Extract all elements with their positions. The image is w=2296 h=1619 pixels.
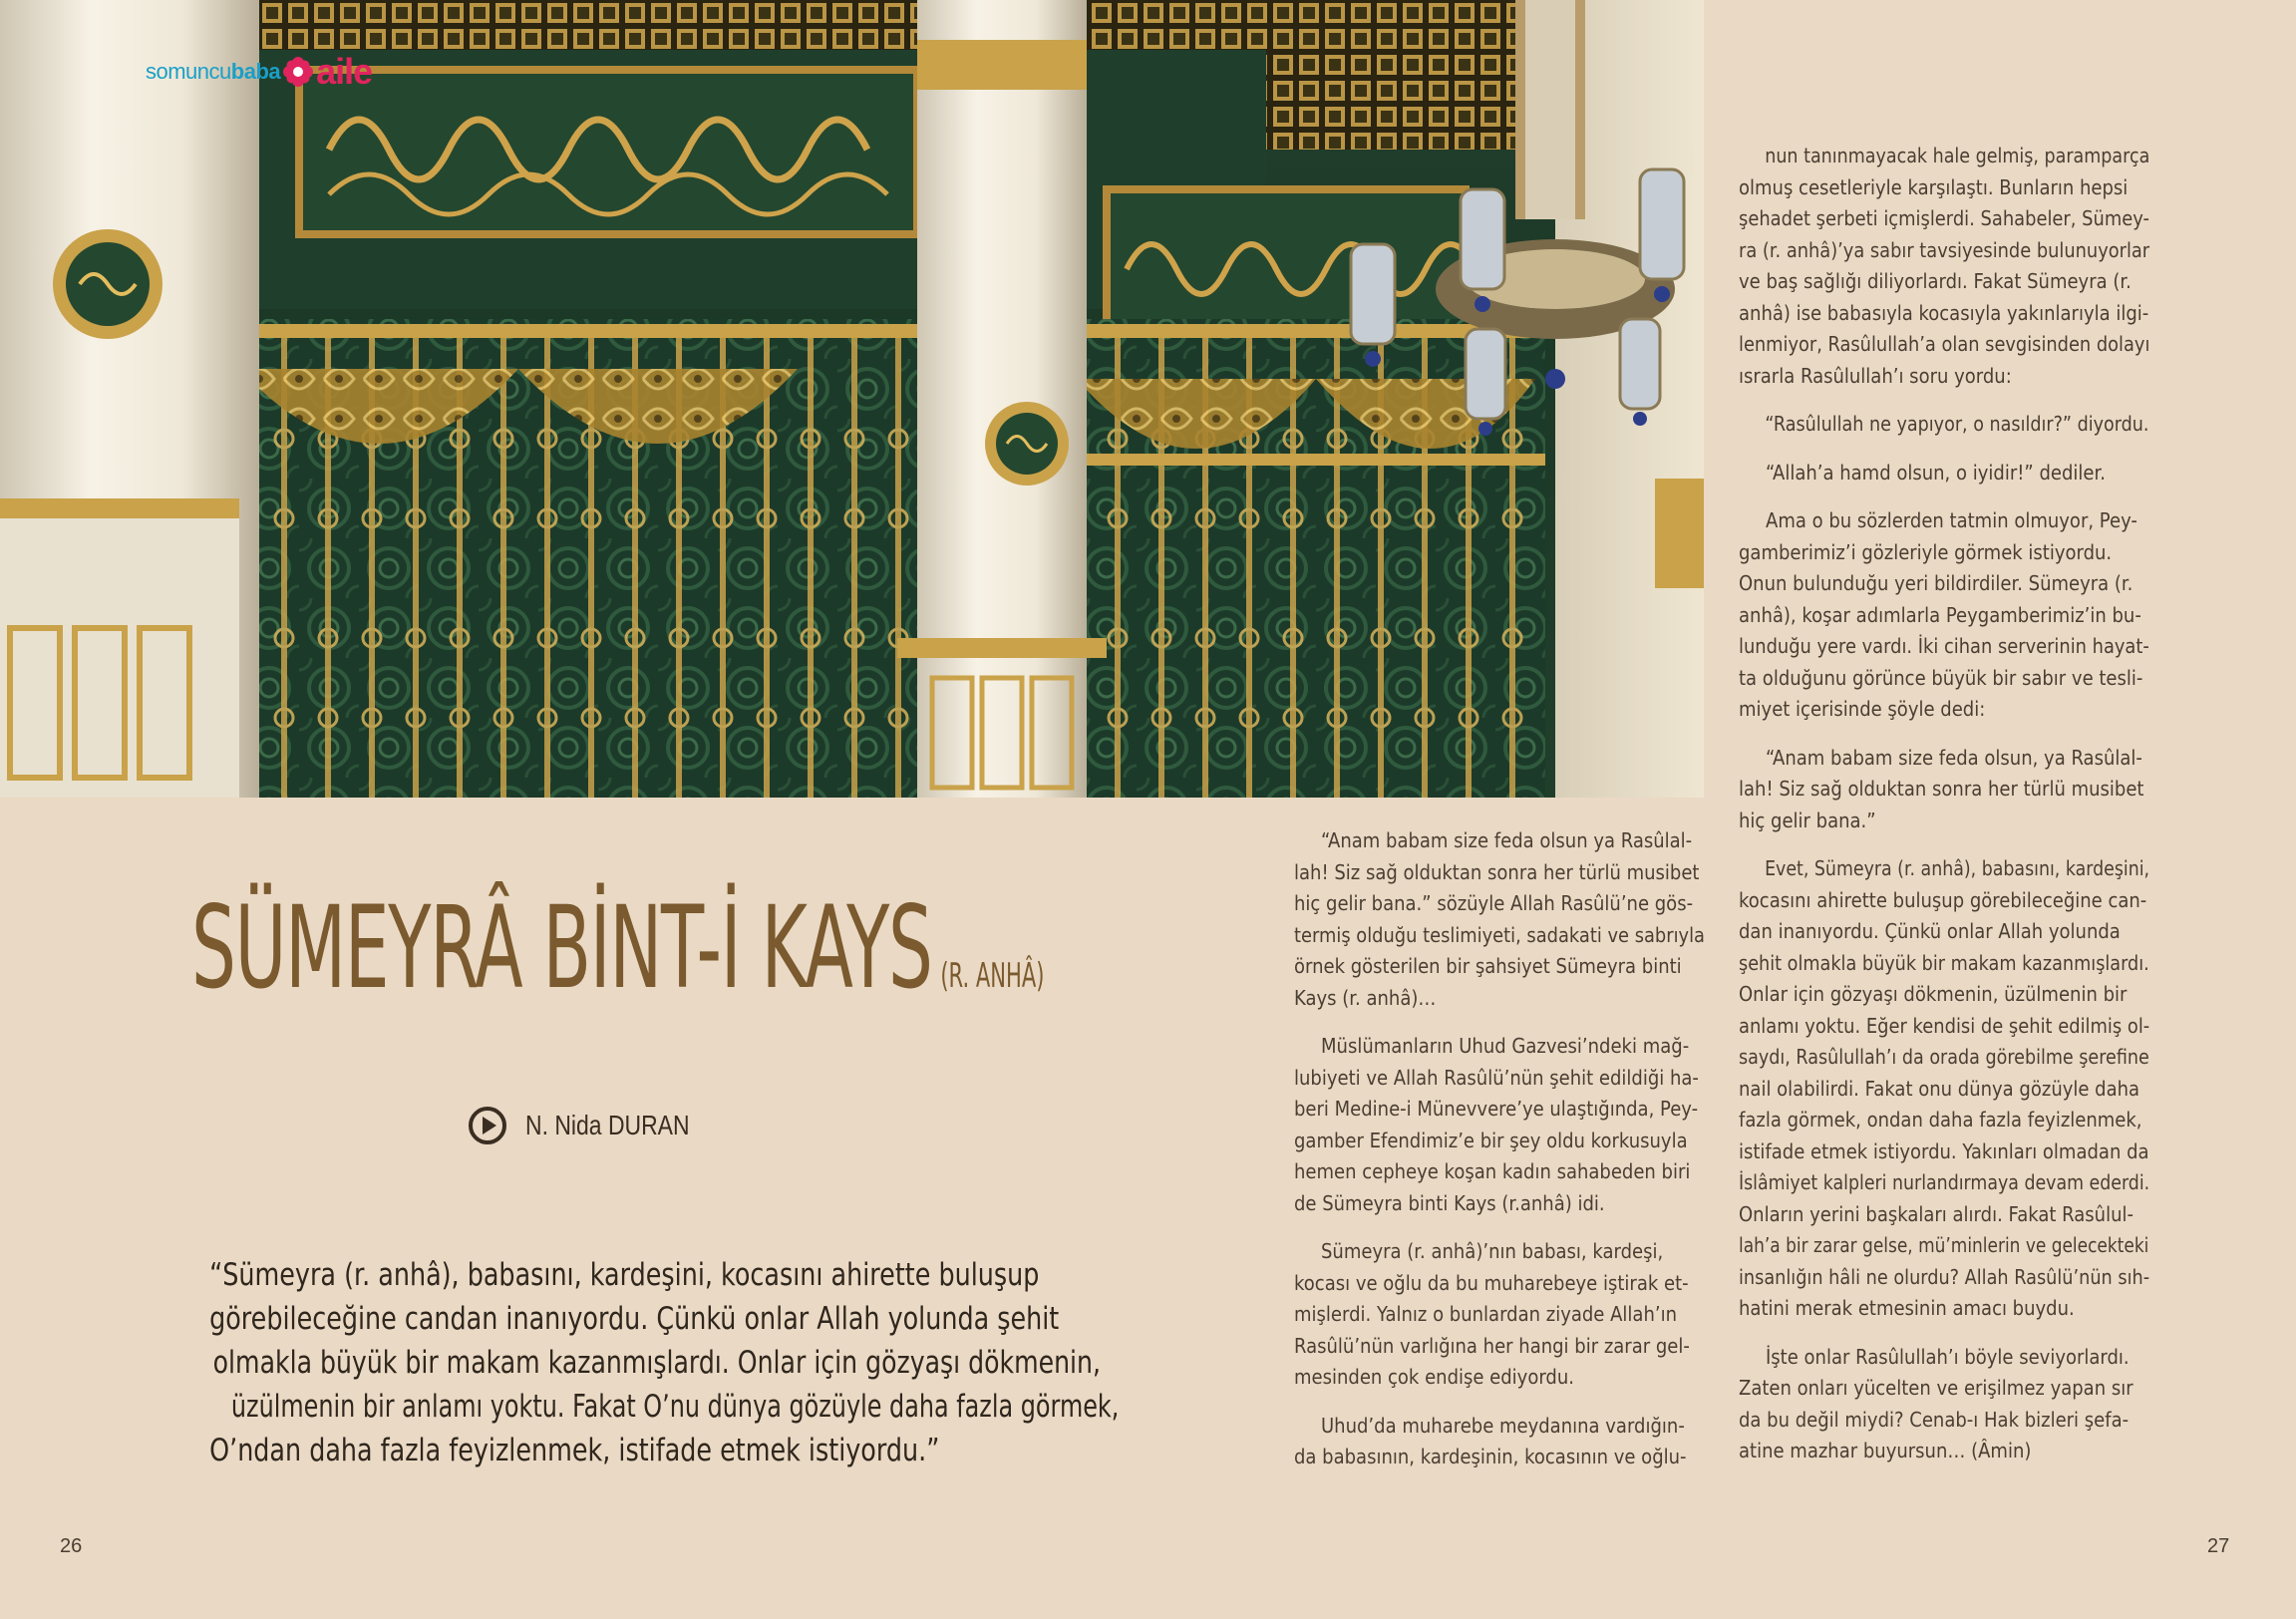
body-line: saydı, Rasûlullah’ı da orada görebilme şerefine bbox=[1739, 1045, 2149, 1069]
body-line: atine mazhar buyursun… (Âmin) bbox=[1739, 1439, 2032, 1462]
body-line: da babasının, kardeşinin, kocasının ve oğlu- bbox=[1294, 1445, 1687, 1468]
body-line: Müslümanların Uhud Gazvesi’ndeki mağ- bbox=[1321, 1034, 1690, 1058]
body-paragraph bbox=[1739, 1342, 2149, 1467]
body-paragraph bbox=[1739, 853, 2149, 1325]
body-line: lubiyeti ve Allah Rasûlü’nün şehit edildiği ha- bbox=[1294, 1065, 1699, 1090]
body-line: örnek gösterilen bir şahsiyet Sümeyra binti bbox=[1294, 954, 1682, 978]
body-line: şehit olmakla büyük bir makam kazanmışlardı. bbox=[1739, 950, 2149, 975]
body-line: “Rasûlullah ne yapıyor, o nasıldır?” diyordu. bbox=[1765, 412, 2149, 436]
author-name: N. Nida DURAN bbox=[525, 1110, 690, 1140]
body-paragraph bbox=[1739, 409, 2149, 441]
body-line: “Anam babam size feda olsun, ya Rasûlal- bbox=[1766, 745, 2142, 770]
body-line: gamberimiz’i gözleriyle görmek istiyordu. bbox=[1739, 539, 2113, 564]
body-line: lah! Siz sağ olduktan sonra her türlü musibet bbox=[1294, 859, 1700, 884]
body-line: “Anam babam size feda olsun ya Rasûlal- bbox=[1321, 828, 1693, 852]
body-line: lenmiyor, Rasûlullah’a olan sevgisinden dolayı bbox=[1739, 332, 2150, 356]
body-line: kocası ve oğlu da bu muharebeye iştirak et- bbox=[1294, 1270, 1689, 1295]
body-paragraph bbox=[1294, 1411, 1705, 1473]
body-line: beri Medine-i Münevvere’ye ulaştığında, Pey- bbox=[1294, 1097, 1699, 1121]
logo-part-baba: baba bbox=[230, 59, 281, 84]
body-paragraph bbox=[1294, 1031, 1705, 1219]
body-line: anhâ), koşar adımlarla Peygamberimiz’in bu- bbox=[1739, 602, 2141, 627]
body-line: Onun bulunduğu yeri bildirdiler. Sümeyra (r. bbox=[1739, 571, 2133, 595]
body-line: lunduğu yere vardı. İki cihan serverinin hayat- bbox=[1739, 634, 2149, 658]
body-line: kocasını ahirette buluşup görebileceğine can- bbox=[1739, 887, 2147, 912]
photo-illustration bbox=[0, 0, 1704, 798]
body-line: İslâmiyet kalpleri nurlandırmaya devam ederdi. bbox=[1739, 1170, 2150, 1194]
body-line: Evet, Sümeyra (r. anhâ), babasını, kardeşini, bbox=[1765, 856, 2150, 880]
title-main: SÜMEYRÂ BİNT-İ KAYS bbox=[191, 881, 932, 1014]
pull-quote-line: üzülmenin bir anlamı yoktu. Fakat O’nu dünya gözüyle daha fazla görmek, bbox=[230, 1389, 1120, 1425]
body-line: mişlerdi. Yalnız o bunlardan ziyade Allah’ın bbox=[1294, 1302, 1677, 1326]
play-circle-icon bbox=[468, 1106, 507, 1145]
body-line: nun tanınmayacak hale gelmiş, paramparça bbox=[1765, 144, 2150, 167]
body-line: Rasûlü’nün varlığına her hangi bir zarar gel- bbox=[1294, 1333, 1690, 1358]
body-line: dan inanıyordu. Çünkü onlar Allah yolunda bbox=[1739, 919, 2121, 943]
pull-quote-line: O’ndan daha fazla feyizlenmek, istifade etmek istiyordu.” bbox=[209, 1433, 940, 1468]
body-line: olmuş cesetleriyle karşılaştı. Bunların hepsi bbox=[1739, 174, 2129, 199]
body-line: hiç gelir bana.” sözüyle Allah Rasûlü’ne gös- bbox=[1294, 891, 1694, 915]
body-line: ra (r. anhâ)’ya sabır tavsiyesinde bulunuyorlar bbox=[1739, 237, 2150, 262]
body-paragraph bbox=[1739, 141, 2149, 392]
body-line: miyet içerisinde şöyle dedi: bbox=[1739, 697, 1986, 721]
body-paragraph bbox=[1739, 458, 2149, 489]
body-line: Onlar için gözyaşı dökmenin, üzülmenin bir bbox=[1739, 982, 2128, 1006]
body-line: nail olabilirdi. Fakat onu dünya gözüyle daha bbox=[1739, 1076, 2140, 1101]
pull-quote-line: “Sümeyra (r. anhâ), babasını, kardeşini, kocasını ahirette buluşup bbox=[209, 1257, 1040, 1293]
logo-part-aile: aile bbox=[316, 51, 373, 92]
body-line: ısrarla Rasûlullah’ı soru yordu: bbox=[1739, 363, 2012, 388]
body-column-right bbox=[1739, 141, 2149, 1484]
body-line: de Sümeyra binti Kays (r.anhâ) idi. bbox=[1294, 1190, 1605, 1215]
body-paragraph bbox=[1294, 825, 1705, 1014]
page-number-right: 27 bbox=[2207, 1535, 2230, 1557]
body-line: mesinden çok endişe ediyordu. bbox=[1294, 1365, 1574, 1389]
body-line: Sümeyra (r. anhâ)’nın babası, kardeşi, bbox=[1321, 1239, 1664, 1263]
body-line: termiş olduğu teslimiyeti, sadakati ve sabrıyla bbox=[1294, 922, 1705, 947]
body-line: lah’a bir zarar gelse, mü’minlerin ve gelecekteki bbox=[1739, 1233, 2149, 1257]
body-line: istifade etmek istiyordu. Yakınları olmadan da bbox=[1739, 1138, 2149, 1163]
body-line: Ama o bu sözlerden tatmin olmuyor, Pey- bbox=[1766, 508, 2137, 532]
body-line: da bu değil miydi? Cenab-ı Hak bizleri şefa- bbox=[1739, 1407, 2130, 1432]
magazine-logo bbox=[146, 52, 372, 92]
body-line: “Allah’a hamd olsun, o iyidir!” dediler. bbox=[1766, 460, 2106, 485]
pull-quote-line: görebileceğine candan inanıyordu. Çünkü onlar Allah yolunda şehit bbox=[209, 1301, 1060, 1337]
pull-quote bbox=[130, 1253, 1120, 1472]
mosque-interior-photo bbox=[0, 0, 1704, 798]
body-line: gamber Efendimiz’e bir şey oldu korkusuyla bbox=[1294, 1128, 1688, 1152]
body-line: fazla görmek, ondan daha fazla feyizlenmek, bbox=[1739, 1108, 2142, 1132]
body-line: Onların yerini başkaları alırdı. Fakat Rasûlul- bbox=[1739, 1201, 2133, 1226]
article-title bbox=[191, 881, 1045, 1014]
body-line: Kays (r. anhâ)… bbox=[1294, 985, 1437, 1010]
body-line: Uhud’da muharebe meydanına vardığın- bbox=[1321, 1413, 1685, 1438]
body-column-left bbox=[1294, 825, 1705, 1490]
body-paragraph bbox=[1739, 505, 2149, 726]
author-byline bbox=[468, 1106, 726, 1145]
body-line: ve baş sağlığı diliyorlardı. Fakat Sümeyra (r. bbox=[1739, 269, 2132, 293]
body-line: hiç gelir bana.” bbox=[1739, 808, 1876, 832]
body-line: ta olduğunu görünce büyük bir sabır ve tesli- bbox=[1739, 665, 2143, 690]
body-line: şehadet şerbeti içmişlerdi. Sahabeler, Sümey- bbox=[1739, 206, 2149, 230]
flower-icon bbox=[282, 56, 314, 88]
body-line: Zaten onları yücelten ve erişilmez yapan sır bbox=[1739, 1376, 2133, 1400]
body-line: İşte onlar Rasûlullah’ı böyle seviyorlardı. bbox=[1766, 1344, 2130, 1369]
title-suffix: (R. ANHÂ) bbox=[940, 956, 1045, 996]
body-paragraph bbox=[1294, 1236, 1705, 1394]
body-line: anhâ) ise babasıyla kocasıyla yakınlarıyla ilgi- bbox=[1739, 300, 2149, 325]
body-line: hemen cepheye koşan kadın sahabeden biri bbox=[1294, 1159, 1691, 1183]
body-line: hatini merak etmesinin amacı buydu. bbox=[1739, 1296, 2075, 1320]
body-line: anlamı yoktu. Eğer kendisi de şehit edilmiş ol- bbox=[1739, 1013, 2150, 1038]
body-line: insanlığın hâli ne olurdu? Allah Rasûlü’nün sıh- bbox=[1739, 1264, 2150, 1289]
page-number-left: 26 bbox=[60, 1535, 83, 1557]
logo-part-somuncu: somuncu bbox=[146, 59, 231, 84]
body-line: lah! Siz sağ olduktan sonra her türlü musibet bbox=[1739, 777, 2144, 801]
body-paragraph bbox=[1739, 743, 2149, 837]
pull-quote-line: olmakla büyük bir makam kazanmışlardı. Onlar için gözyaşı dökmenin, bbox=[212, 1345, 1102, 1381]
